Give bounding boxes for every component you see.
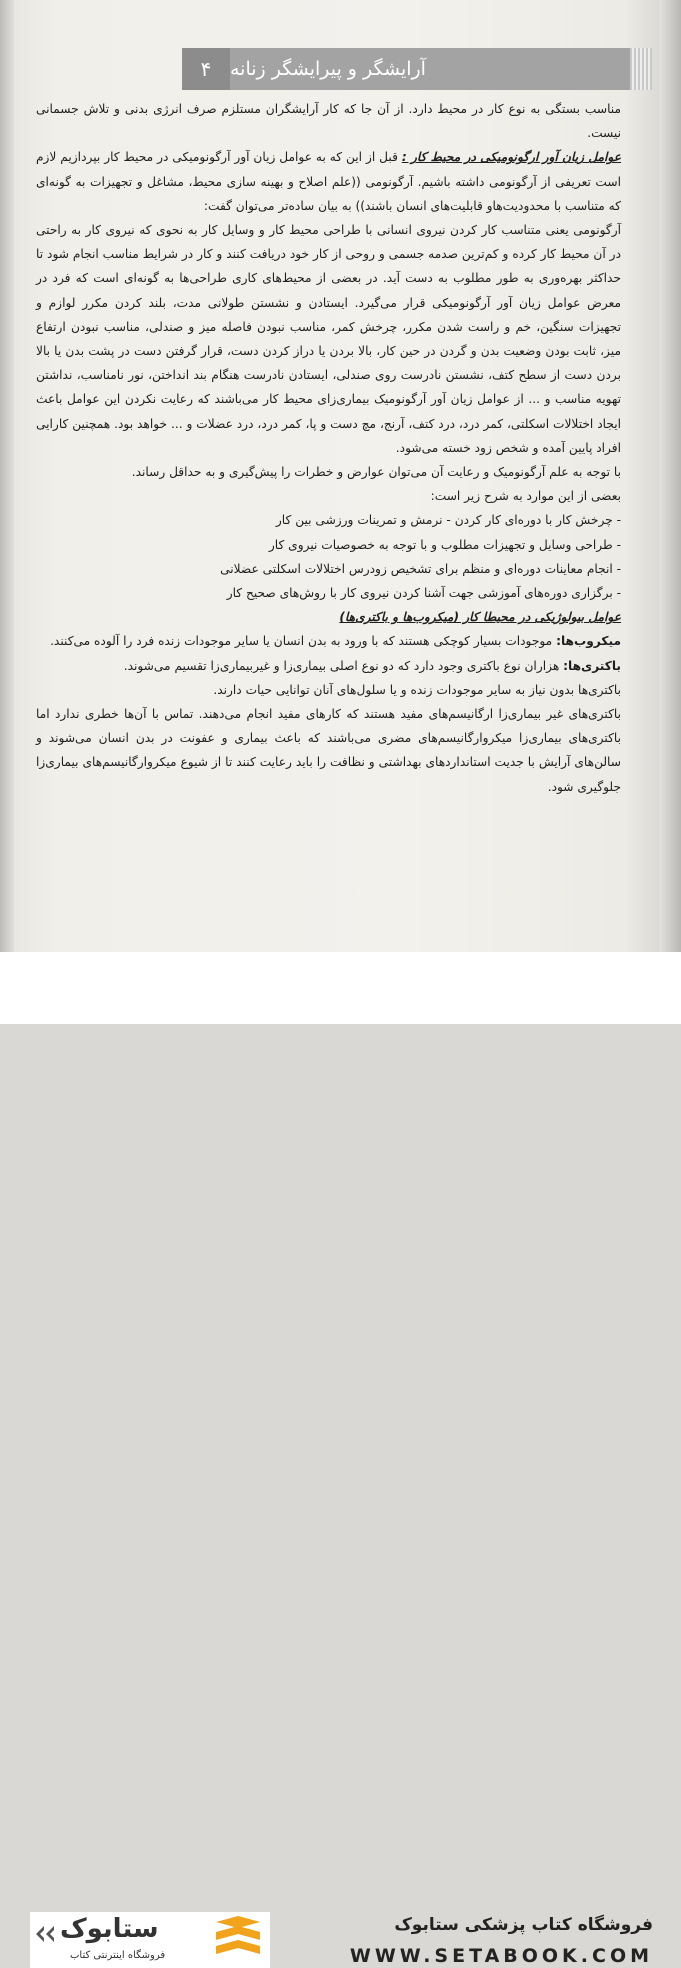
book-page	[0, 0, 681, 952]
page-body	[36, 97, 621, 799]
paragraph-text: موجودات بسیار کوچکی هستند که با ورود به بدن انسان یا سایر موجودات زنده فرد را آلوده می‌کنند.	[50, 634, 557, 649]
list-item: - انجام معاینات دوره‌ای و منظم برای تشخیص زودرس اختلالات اسکلتی عضلانی	[220, 561, 621, 576]
section-heading: عوامل بیولوژیکی در محیطا کار (میکروب‌ها و باکتری‌ها)	[339, 610, 621, 625]
page-edge	[659, 0, 681, 952]
page-header	[182, 48, 652, 90]
store-name: فروشگاه کتاب پزشکی ستابوک	[394, 1915, 653, 1935]
paragraph: با توجه به علم آرگونومیک و رعایت آن می‌توان عوارض و خطرات را پیش‌گیری و به حداقل رساند.	[131, 465, 621, 480]
list-item: - طراحی وسایل و تجهیزات مطلوب و با توجه به خصوصیات نیروی کار	[268, 537, 621, 552]
paragraph-text: هزاران نوع باکتری وجود دارد که دو نوع اصلی بیماری‌زا و غیربیماری‌زا تقسیم می‌شوند.	[123, 658, 564, 673]
section-heading: عوامل زیان آور ارگونومیکی در محیط کار :	[401, 150, 621, 165]
paragraph	[36, 145, 621, 218]
list-item: - برگزاری دوره‌های آموزشی جهت آشنا کردن نیروی کار با روش‌های صحیح کار	[226, 586, 621, 601]
header-stripe	[630, 48, 652, 90]
page-binding	[0, 0, 14, 952]
term: باکتری‌ها:	[563, 658, 621, 673]
page-number: ۴	[182, 48, 230, 90]
paragraph: آرگونومی یعنی متناسب کار کردن نیروی انسانی با طراحی محیط کار و وسایل کار به نحوی که نیروی کار به راحتی در آن محیط کار کرده و کم‌ترین صدمه جسمی و روحی از کار خود دریافت کنند و کار در شرایط مناسب انجام شود تا حداکثر بهره‌وری به طور مطلوب به دست آید. در بعضی از محیط‌های کاری طراحی‌ها به گونه‌ای است که فرد در معرض عوامل زیان آور آرگونومیکی قرار می‌گیرد. ایستادن و نشستن طولانی مدت، بلند کردن مکرر لوازم و تجهیزات سنگین، خم و راست شدن مکرر، چرخش کمر، مناسب نبودن فاصله میز و صندلی، مناسب نبودن ارتفاع میز، ثابت بودن وضعیت بدن و گردن در حین کار، بالا بردن یا دراز کردن دست، قرار گرفتن دست در پشت بدن یا بالا بردن دست از سطح کتف، نشستن نادرست روی صندلی، ایستادن نادرست هنگام بند انداختن، نور نامناسب، نداشتن تهویه مناسب و ... از عوامل زیان آور آرگونومیک بیماری‌زای محیط کار می‌باشند که رعایت نکردن این عوامل باعث ایجاد اختلالات اسکلتی، کمر درد، درد کتف، آرنج، مچ دست و پا، کمر درد، درد عضلات و ... خواهد بود. همچنین کارایی افراد پایین آمده و شخص زود خسته می‌شود.	[36, 223, 621, 455]
store-footer	[0, 952, 681, 1967]
paragraph: باکتری‌های غیر بیماری‌زا ارگانیسم‌های مفید هستند که کارهای مفید انجام می‌دهند. تماس با آن‌ها خطری ندارد اما باکتری‌های بیماری‌زا میکروارگانیسم‌های مضری می‌باشند که باعث بیماری و عفونت در بدن انسان می‌شوند و سالن‌های آرایش با جدیت استانداردهای بهداشتی و نظافت را باید رعایت کنند تا از شیوع میکروارگانیسم‌های بیماری‌زا جلوگیری شود.	[36, 707, 621, 794]
paragraph: مناسب بستگی به نوع کار در محیط دارد. از آن جا که کار آرایشگران مستلزم صرف انرژی بدنی و تلاش جسمانی نیست.	[36, 102, 621, 141]
paragraph	[36, 654, 621, 678]
logo-text: ستابوک	[60, 1914, 159, 1944]
chapter-title: آرایشگر و پیرایشگر زنانه	[230, 48, 630, 90]
list-item: - چرخش کار با دوره‌ای کار کردن - نرمش و تمرینات ورزشی بین کار	[275, 513, 621, 528]
store-url-link[interactable]: WWW.SETABOOK.COM	[349, 1945, 653, 1967]
paragraph	[36, 629, 621, 653]
paragraph-text: قبل از این که به عوامل زیان آور آرگونومیکی در محیط کار بپردازیم لازم است تعریفی از آرگونومی داشته باشیم. آرگونومی ((علم اصلاح و بهینه سازی محیط، مشاغل و تجهیزات به گونه‌ای که متناسب با محدودیت‌هاو قابلیت‌های انسان باشند)) به بیان ساده‌تر می‌توان گفت:	[36, 150, 621, 213]
term: میکروب‌ها:	[556, 634, 621, 649]
paragraph: باکتری‌ها بدون نیاز به سایر موجودات زنده و یا سلول‌های آنان توانایی حیات دارند.	[213, 682, 621, 697]
logo-subtext: فروشگاه اینترنتی کتاب	[70, 1950, 166, 1961]
paragraph: بعضی از این موارد به شرح زیر است:	[430, 489, 621, 504]
